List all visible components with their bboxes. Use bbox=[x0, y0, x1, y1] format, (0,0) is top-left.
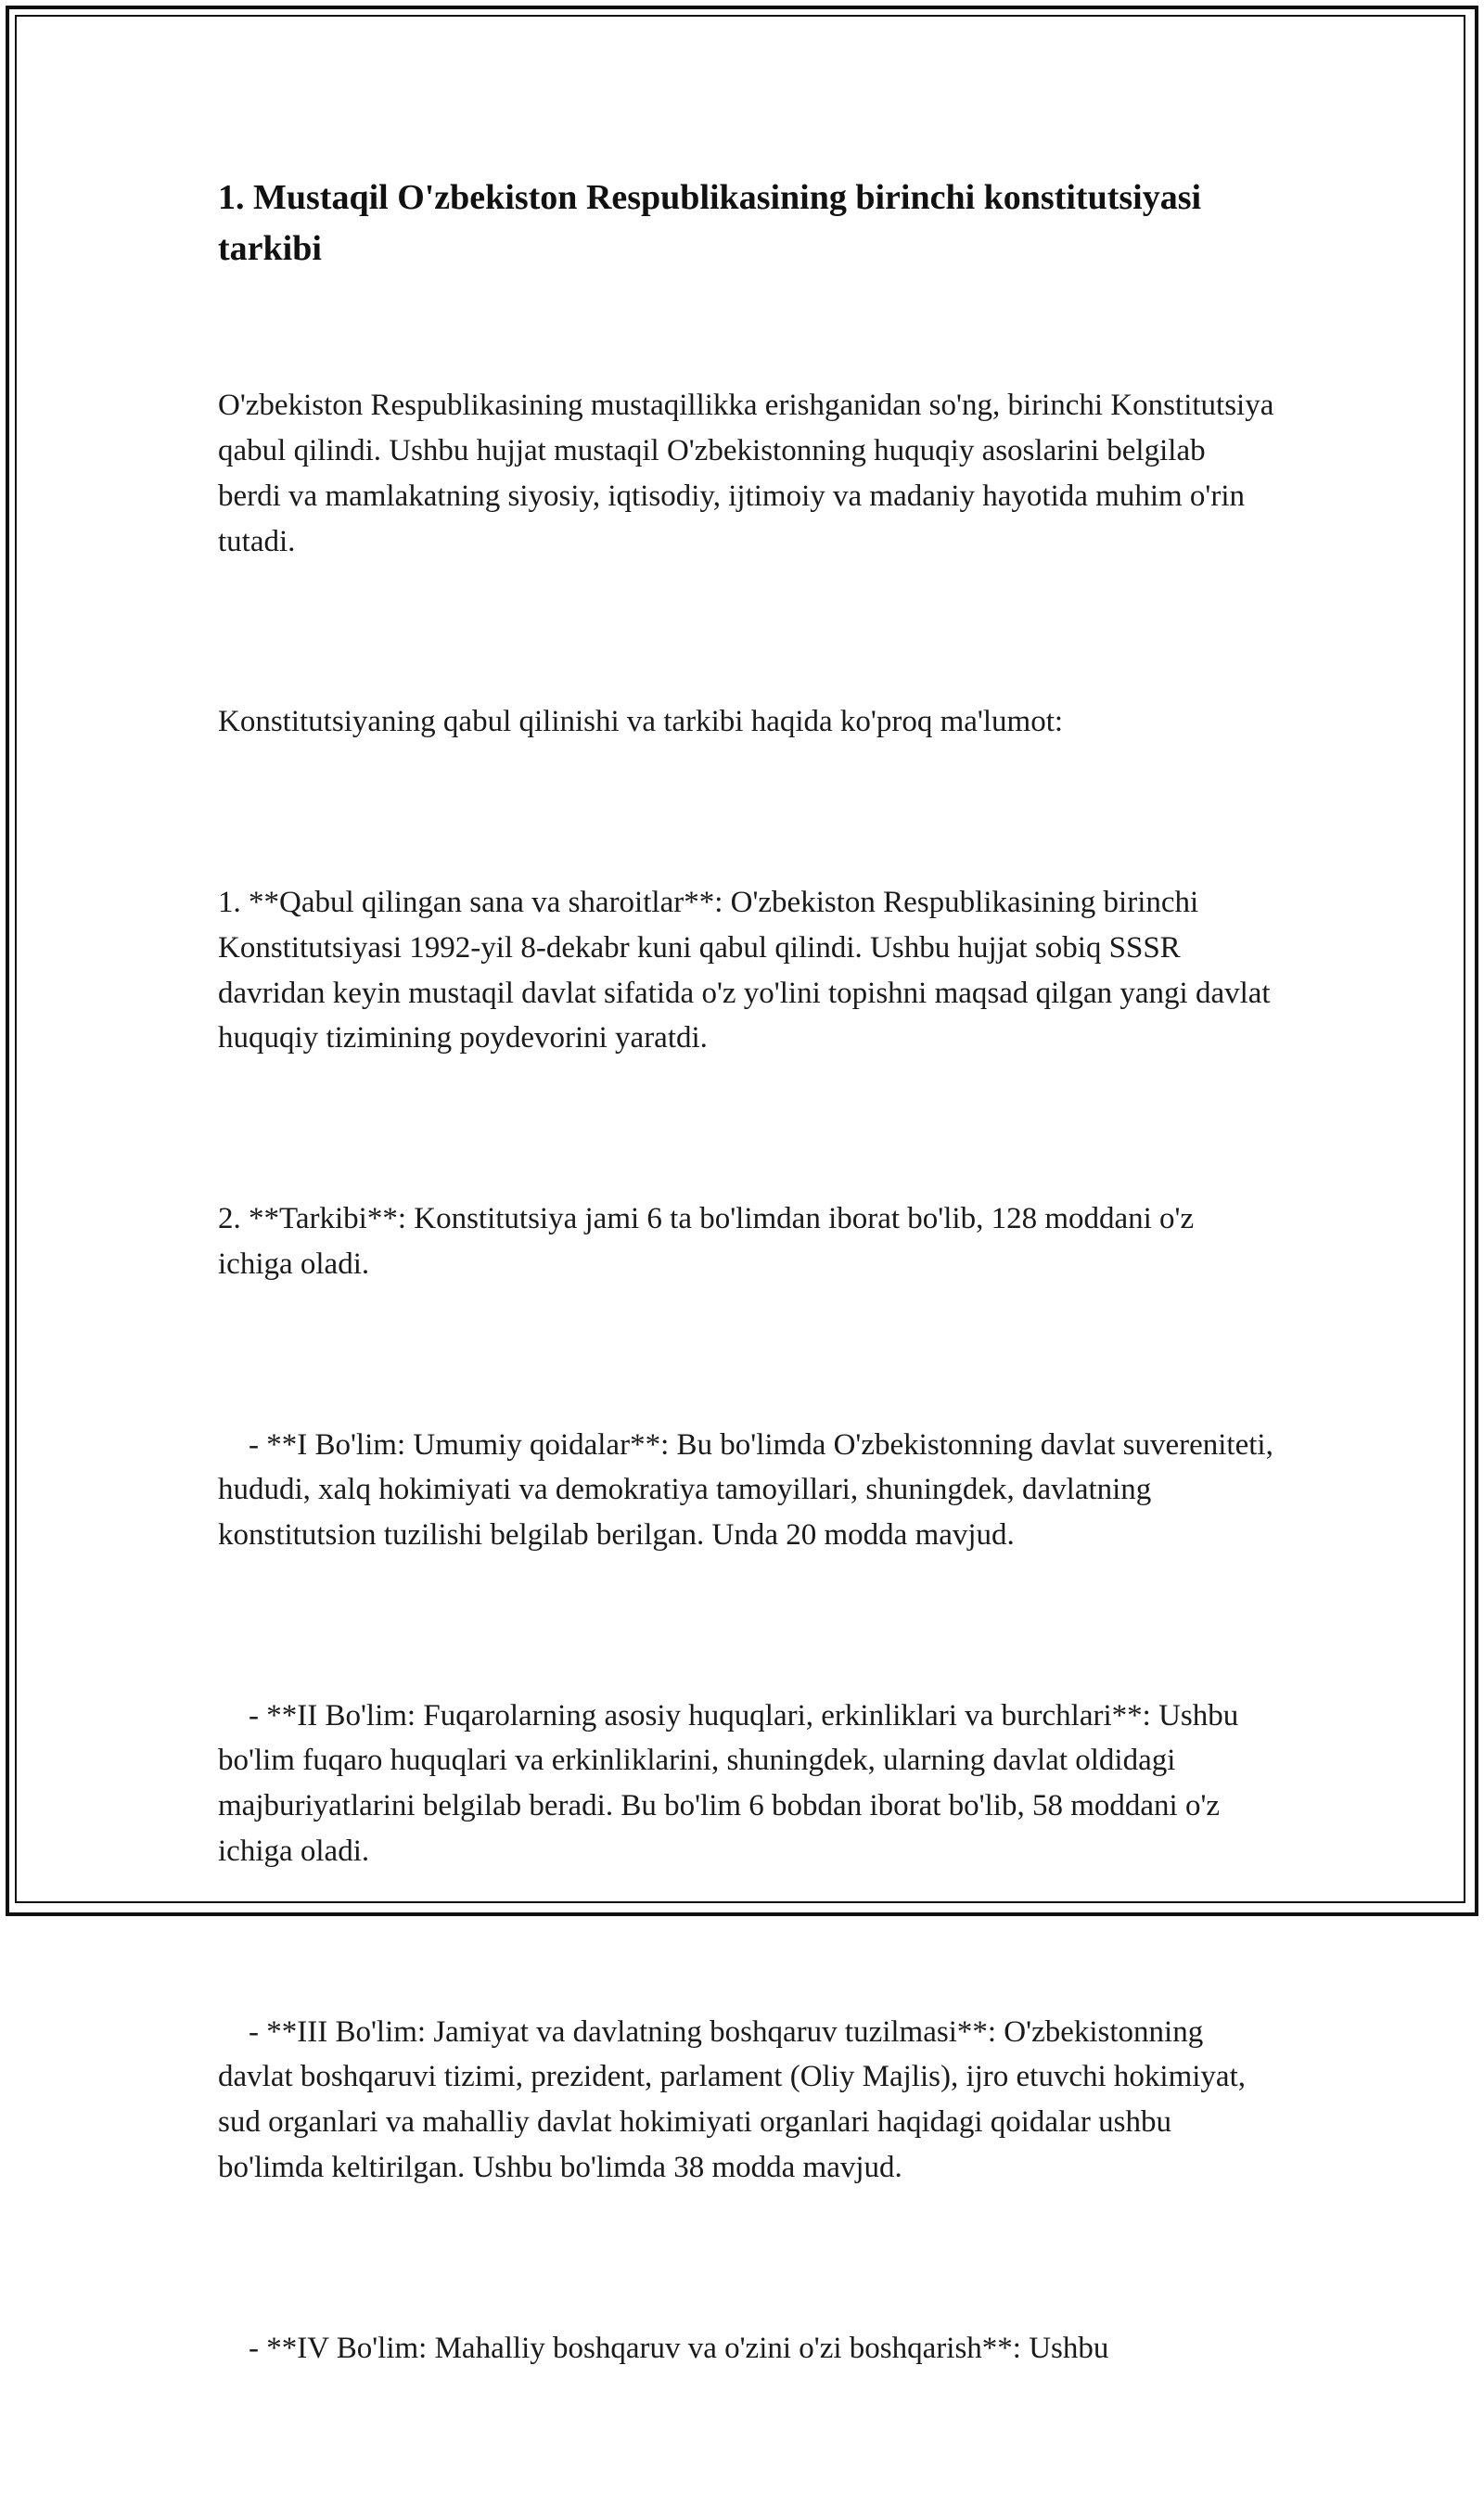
sub-item-section-1: - **I Bo'lim: Umumiy qoidalar**: Bu bo'limda O'zbekistonning davlat suvereniteti, hududi, xalq hokimiyati va demokratiya tamoyillari, shuningdek, davlatning konstitutsion tuzilishi belgilab berilgan. Unda 20 modda mavjud. bbox=[218, 1427, 1282, 1552]
document-page bbox=[218, 173, 1282, 2506]
list-item-date: 1. **Qabul qilingan sana va sharoitlar**: O'zbekiston Respublikasining birinchi Konstitutsiyasi 1992-yil 8-dekabr kuni qabul qilindi. Ushbu hujjat sobiq SSSR davridan keyin mustaqil davlat sifatida o'z yo'lini topishni maqsad qilgan yangi davlat huquqiy tizimining poydevorini yaratdi. bbox=[218, 886, 1278, 1055]
document-body bbox=[218, 293, 1282, 2506]
paragraph-lead-in: Konstitutsiyaning qabul qilinishi va tarkibi haqida ko'proq ma'lumot: bbox=[218, 705, 1064, 739]
document-title: 1. Mustaqil O'zbekiston Respublikasining birinchi konstitutsiyasi tarkibi bbox=[218, 178, 1202, 268]
list-item-structure: 2. **Tarkibi**: Konstitutsiya jami 6 ta bo'limdan iborat bo'lib, 128 moddani o'z ichiga oladi. bbox=[218, 1202, 1202, 1281]
sub-item-section-2: - **II Bo'lim: Fuqarolarning asosiy huquqlari, erkinliklari va burchlari**: Ushbu bo'lim fuqaro huquqlari va erkinliklarini, shuningdek, ularning davlat oldidagi majburiyatlarini belgilab beradi. Bu bo'lim 6 bobdan iborat bo'lib, 58 moddani o'z ichiga oladi. bbox=[218, 1698, 1247, 1868]
sub-item-section-4: - **IV Bo'lim: Mahalliy boshqaruv va o'zini o'zi boshqarish**: Ushbu bbox=[218, 2331, 1109, 2365]
sub-item-section-3: - **III Bo'lim: Jamiyat va davlatning boshqaruv tuzilmasi**: O'zbekistonning davlat boshqaruvi tizimi, prezident, parlament (Oliy Majlis), ijro etuvchi hokimiyat, sud organlari va mahalliy davlat hokimiyati organlari haqidagi qoidalar ushbu bo'limda keltirilgan. Ushbu bo'limda 38 modda mavjud. bbox=[218, 2014, 1254, 2184]
paragraph-intro: O'zbekiston Respublikasining mustaqillikka erishganidan so'ng, birinchi Konstitutsiya qabul qilindi. Ushbu hujjat mustaqil O'zbekistonning huquqiy asoslarini belgilab berdi va mamlakatning siyosiy, iqtisodiy, ijtimoiy va madaniy hayotida muhim o'rin tutadi. bbox=[218, 389, 1282, 558]
